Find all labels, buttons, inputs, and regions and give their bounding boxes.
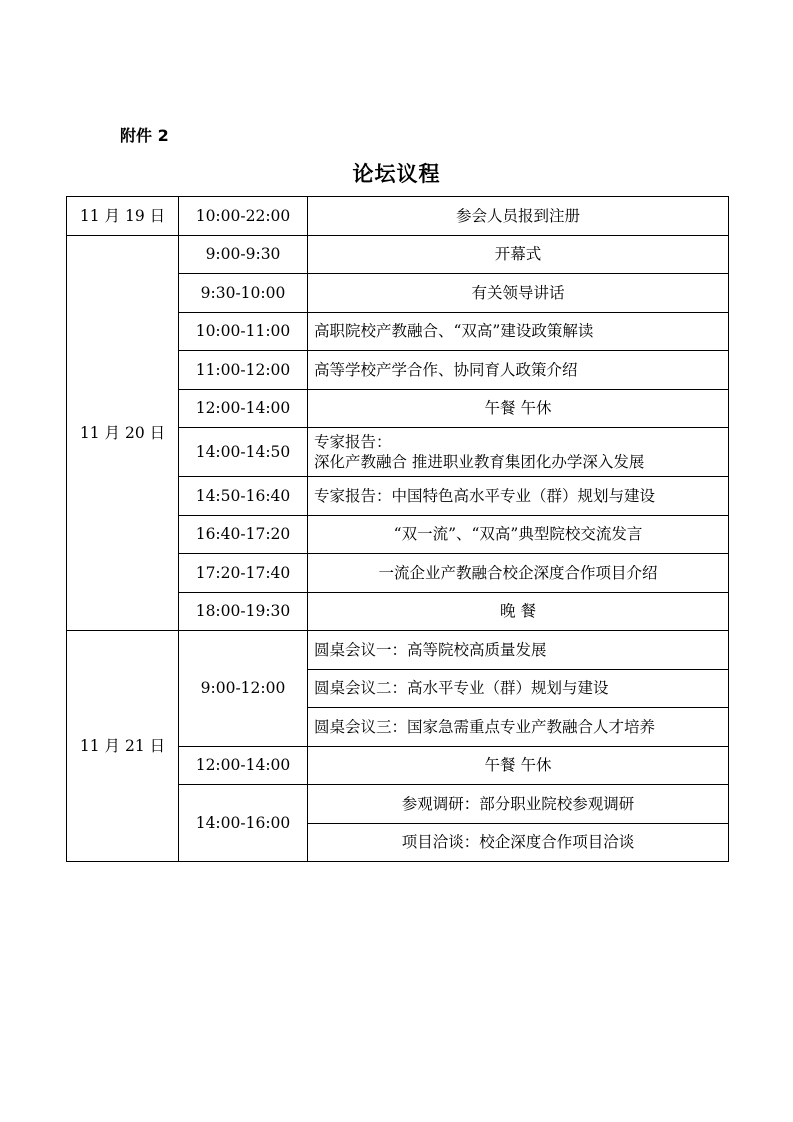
time-cell: 10:00-22:00 bbox=[179, 197, 308, 236]
activity-cell: 圆桌会议二：高水平专业（群）规划与建设 bbox=[308, 669, 729, 708]
time-cell: 10:00-11:00 bbox=[179, 312, 308, 351]
time-cell: 18:00-19:30 bbox=[179, 592, 308, 631]
table-row bbox=[67, 631, 729, 670]
activity-cell: 一流企业产教融合校企深度合作项目介绍 bbox=[308, 554, 729, 593]
time-cell: 9:30-10:00 bbox=[179, 274, 308, 313]
activity-cell: 晚 餐 bbox=[308, 592, 729, 631]
time-cell: 9:00-9:30 bbox=[179, 235, 308, 274]
activity-cell: 项目洽谈：校企深度合作项目洽谈 bbox=[308, 823, 729, 862]
activity-cell: 高职院校产教融合、“双高”建设政策解读 bbox=[308, 312, 729, 351]
time-cell: 14:00-16:00 bbox=[179, 785, 308, 862]
activity-line: 深化产教融合 推进职业教育集团化办学深入发展 bbox=[314, 453, 645, 471]
activity-cell: 有关领导讲话 bbox=[308, 274, 729, 313]
date-cell: 11 月 21 日 bbox=[67, 631, 179, 862]
time-cell: 14:00-14:50 bbox=[179, 428, 308, 477]
agenda-table bbox=[66, 196, 729, 862]
time-cell: 16:40-17:20 bbox=[179, 515, 308, 554]
activity-cell: 参观调研：部分职业院校参观调研 bbox=[308, 785, 729, 824]
agenda-body bbox=[67, 197, 729, 862]
attachment-label: 附件 2 bbox=[120, 126, 169, 145]
activity-cell: 专家报告：中国特色高水平专业（群）规划与建设 bbox=[308, 477, 729, 516]
time-cell: 14:50-16:40 bbox=[179, 477, 308, 516]
activity-cell: “双一流”、“双高”典型院校交流发言 bbox=[308, 515, 729, 554]
time-cell: 12:00-14:00 bbox=[179, 389, 308, 428]
time-cell: 12:00-14:00 bbox=[179, 746, 308, 785]
activity-line: 专家报告： bbox=[314, 433, 392, 451]
activity-cell: 圆桌会议一：高等院校高质量发展 bbox=[308, 631, 729, 670]
activity-cell: 午餐 午休 bbox=[308, 746, 729, 785]
activity-cell bbox=[308, 428, 729, 477]
activity-cell: 高等学校产学合作、协同育人政策介绍 bbox=[308, 351, 729, 390]
activity-cell: 午餐 午休 bbox=[308, 389, 729, 428]
activity-cell: 开幕式 bbox=[308, 235, 729, 274]
activity-cell: 参会人员报到注册 bbox=[308, 197, 729, 236]
table-row bbox=[67, 197, 729, 236]
date-cell: 11 月 20 日 bbox=[67, 235, 179, 631]
time-cell: 9:00-12:00 bbox=[179, 631, 308, 747]
time-cell: 11:00-12:00 bbox=[179, 351, 308, 390]
date-cell: 11 月 19 日 bbox=[67, 197, 179, 236]
table-row bbox=[67, 235, 729, 274]
activity-cell: 圆桌会议三：国家急需重点专业产教融合人才培养 bbox=[308, 708, 729, 747]
time-cell: 17:20-17:40 bbox=[179, 554, 308, 593]
page-title: 论坛议程 bbox=[352, 162, 441, 186]
